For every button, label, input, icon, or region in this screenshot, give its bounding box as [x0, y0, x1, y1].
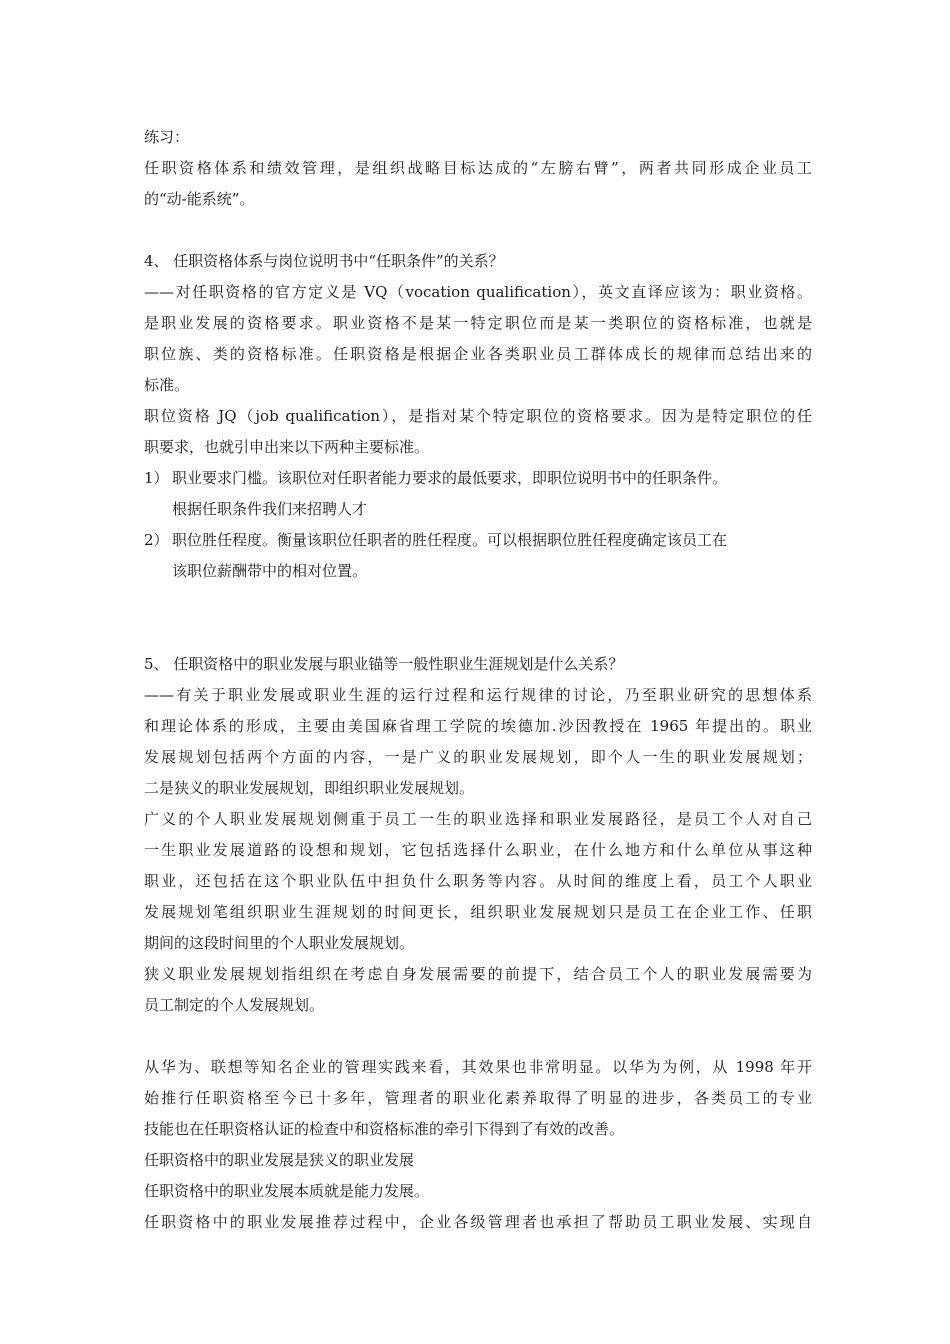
q4-para1-line-2: 是职业发展的资格要求。职业资格不是某一特定职位而是某一类职位的资格标准，也就是: [144, 314, 812, 332]
q5-para2-line-2: 一生职业发展道路的设想和规划，它包括选择什么职业，在什么地方和什么单位从事这种: [144, 841, 812, 859]
practice-label: 练习：: [144, 128, 190, 146]
q5-para1-line-3: 发展规划包括两个方面的内容，一是广义的职业发展规划，即个人一生的职业发展规划；: [144, 748, 812, 766]
q4-list-item-2: [144, 525, 812, 556]
q4-para1-line-4: 标准。: [144, 376, 190, 394]
list-text: 职位胜任程度。衡量该职位任职者的胜任程度。可以根据职位胜任程度确定该员工在: [172, 531, 728, 549]
q4-para1-line-1: ——对任职资格的官方定义是 VQ（vocation qualification），英文直译应该为：职业资格。: [144, 283, 812, 301]
q4-list-item-1-cont: 根据任职条件我们来招聘人才: [172, 500, 368, 518]
q5-line-a: 任职资格中的职业发展是狭义的职业发展: [144, 1151, 415, 1169]
spacer: [144, 1021, 812, 1052]
q5-para1-line-2: 和理论体系的形成，主要由美国麻省理工学院的埃德加.沙因教授在 1965 年提出的。职业: [144, 717, 812, 735]
q5-para1-line-1: ——有关于职业发展或职业生涯的运行过程和运行规律的讨论，乃至职业研究的思想体系: [144, 686, 812, 704]
spacer: [144, 587, 812, 649]
q5-para3-line-2: 员工制定的个人发展规划。: [144, 996, 325, 1014]
list-text: 职业要求门槛。该职位对任职者能力要求的最低要求，即职位说明书中的任职条件。: [172, 469, 728, 487]
q4-heading: 4、 任职资格体系与岗位说明书中“任职条件”的关系？: [144, 252, 504, 270]
list-number: 2）: [144, 531, 169, 549]
q5-para1-line-4: 二是狭义的职业发展规划，即组织职业发展规划。: [144, 779, 475, 797]
q5-line-c: 任职资格中的职业发展推荐过程中，企业各级管理者也承担了帮助员工职业发展、实现自: [144, 1213, 812, 1231]
intro-line-1: 任职资格体系和绩效管理，是组织战略目标达成的“左膀右臂”，两者共同形成企业员工: [144, 159, 812, 177]
q5-para2-line-3: 职业，还包括在这个职业队伍中担负什么职务等内容。从时间的维度上看，员工个人职业: [144, 872, 812, 890]
q5-para4-line-3: 技能也在任职资格认证的检查中和资格标准的牵引下得到了有效的改善。: [144, 1120, 625, 1138]
q4-para2-line-1: 职位资格 JQ（job qualification），是指对某个特定职位的资格要求。因为是特定职位的任: [144, 407, 812, 425]
q4-list-item-1: [144, 463, 812, 494]
spacer: [144, 215, 812, 246]
document-page: [144, 122, 812, 1238]
q4-list-item-2-cont: 该职位薪酬带中的相对位置。: [172, 562, 368, 580]
intro-line-2: 的“动-能系统”。: [144, 190, 255, 208]
q5-para3-line-1: 狭义职业发展规划指组织在考虑自身发展需要的前提下，结合员工个人的职业发展需要为: [144, 965, 812, 983]
q5-para4-line-1: 从华为、联想等知名企业的管理实践来看，其效果也非常明显。以华为为例，从 1998 年开: [144, 1058, 812, 1076]
q5-para2-line-5: 期间的这段时间里的个人职业发展规划。: [144, 934, 415, 952]
list-number: 1）: [144, 469, 169, 487]
q4-para2-line-2: 职要求，也就引申出来以下两种主要标准。: [144, 438, 430, 456]
q4-para1-line-3: 职位族、类的资格标准。任职资格是根据企业各类职业员工群体成长的规律而总结出来的: [144, 345, 812, 363]
q5-para2-line-1: 广义的个人职业发展规划侧重于员工一生的职业选择和职业发展路径，是员工个人对自己: [144, 810, 812, 828]
q5-para2-line-4: 发展规划笔组织职业生涯规划的时间更长，组织职业发展规划只是员工在企业工作、任职: [144, 903, 812, 921]
q5-line-b: 任职资格中的职业发展本质就是能力发展。: [144, 1182, 430, 1200]
q5-heading: 5、 任职资格中的职业发展与职业锚等一般性职业生涯规划是什么关系？: [144, 655, 624, 673]
q5-para4-line-2: 始推行任职资格至今已十多年，管理者的职业化素养取得了明显的进步，各类员工的专业: [144, 1089, 812, 1107]
